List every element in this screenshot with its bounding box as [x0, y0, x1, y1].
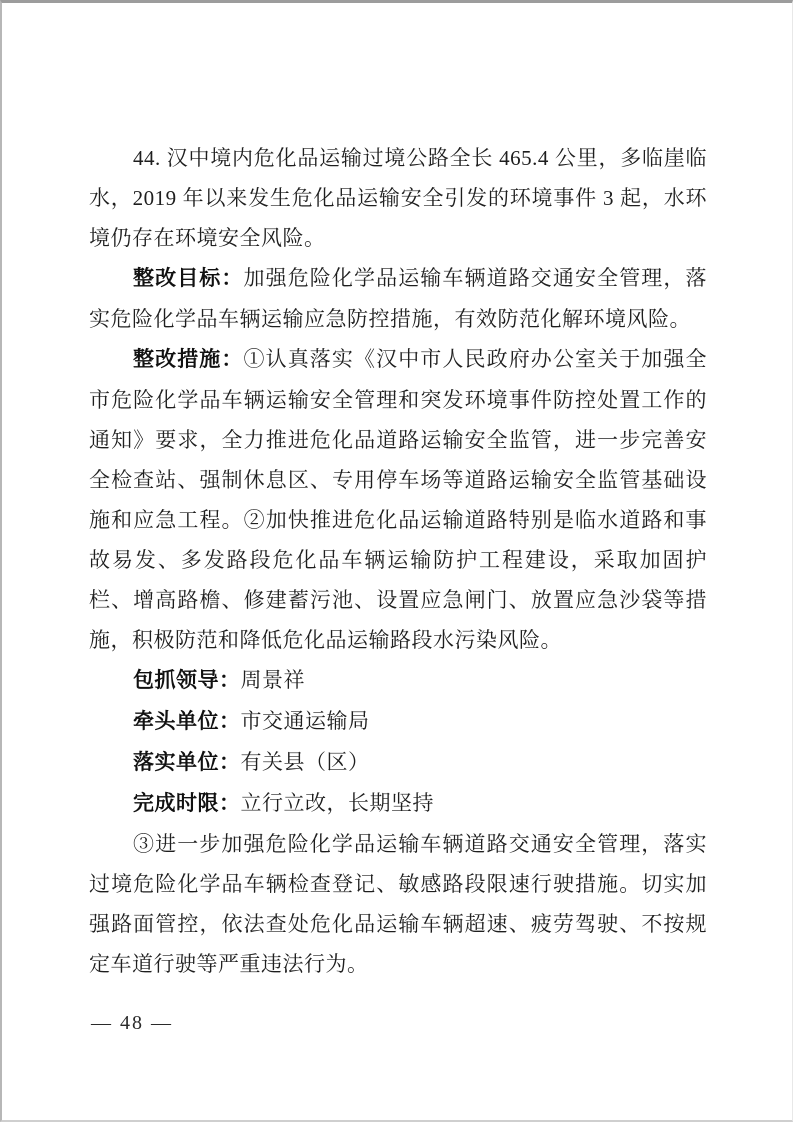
document-body	[89, 138, 707, 984]
rectification-target-text: 加强危险化学品运输车辆道路交通安全管理，落实危险化学品车辆运输应急防控措施，有效防范化解环境风险。	[89, 266, 707, 331]
implementing-unit-value: 有关县（区）	[240, 750, 370, 774]
completion-deadline-label: 完成时限：	[133, 792, 241, 815]
lead-official-value: 周景祥	[240, 668, 305, 692]
completion-deadline-row	[89, 783, 707, 824]
implementing-unit-row	[89, 742, 707, 783]
rectification-measures-label: 整改措施：	[133, 348, 244, 371]
lead-unit-label: 牵头单位：	[133, 710, 241, 733]
rectification-target-label: 整改目标：	[133, 267, 244, 290]
page-number: — 48 —	[91, 1012, 173, 1034]
page-footer	[91, 1009, 173, 1037]
rectification-measures-paragraph	[89, 339, 707, 660]
lead-official-label: 包抓领导：	[133, 669, 241, 692]
rectification-measures-text: ①认真落实《汉中市人民政府办公室关于加强全市危险化学品车辆运输安全管理和突发环境事件防控处置工作的通知》要求，全力推进危化品道路运输安全监管，进一步完善安全检查站、强制休息区、专用停车场等道路运输安全监管基础设施和应急工程。②加快推进危化品运输道路特别是临水道路和事故易发、多发路段危化品车辆运输防护工程建设，采取加固护栏、增高路檐、修建蓄污池、设置应急闸门、放置应急沙袋等措施，积极防范和降低危化品运输路段水污染风险。	[89, 347, 707, 652]
completion-deadline-value: 立行立改，长期坚持	[240, 791, 434, 815]
item-44-paragraph: 44. 汉中境内危化品运输过境公路全长 465.4 公里，多临崖临水，2019 年以来发生危化品运输安全引发的环境事件 3 起，水环境仍存在环境安全风险。	[89, 146, 707, 250]
measure-3-paragraph: ③进一步加强危险化学品运输车辆道路交通安全管理，落实过境危险化学品车辆检查登记、敏感路段限速行驶措施。切实加强路面管控，依法查处危化品运输车辆超速、疲劳驾驶、不按规定车道行驶等严重违法行为。	[89, 832, 707, 976]
implementing-unit-label: 落实单位：	[133, 751, 241, 774]
lead-unit-row	[89, 701, 707, 742]
lead-unit-value: 市交通运输局	[240, 709, 370, 733]
lead-official-row	[89, 660, 707, 701]
rectification-target-paragraph	[89, 258, 707, 339]
